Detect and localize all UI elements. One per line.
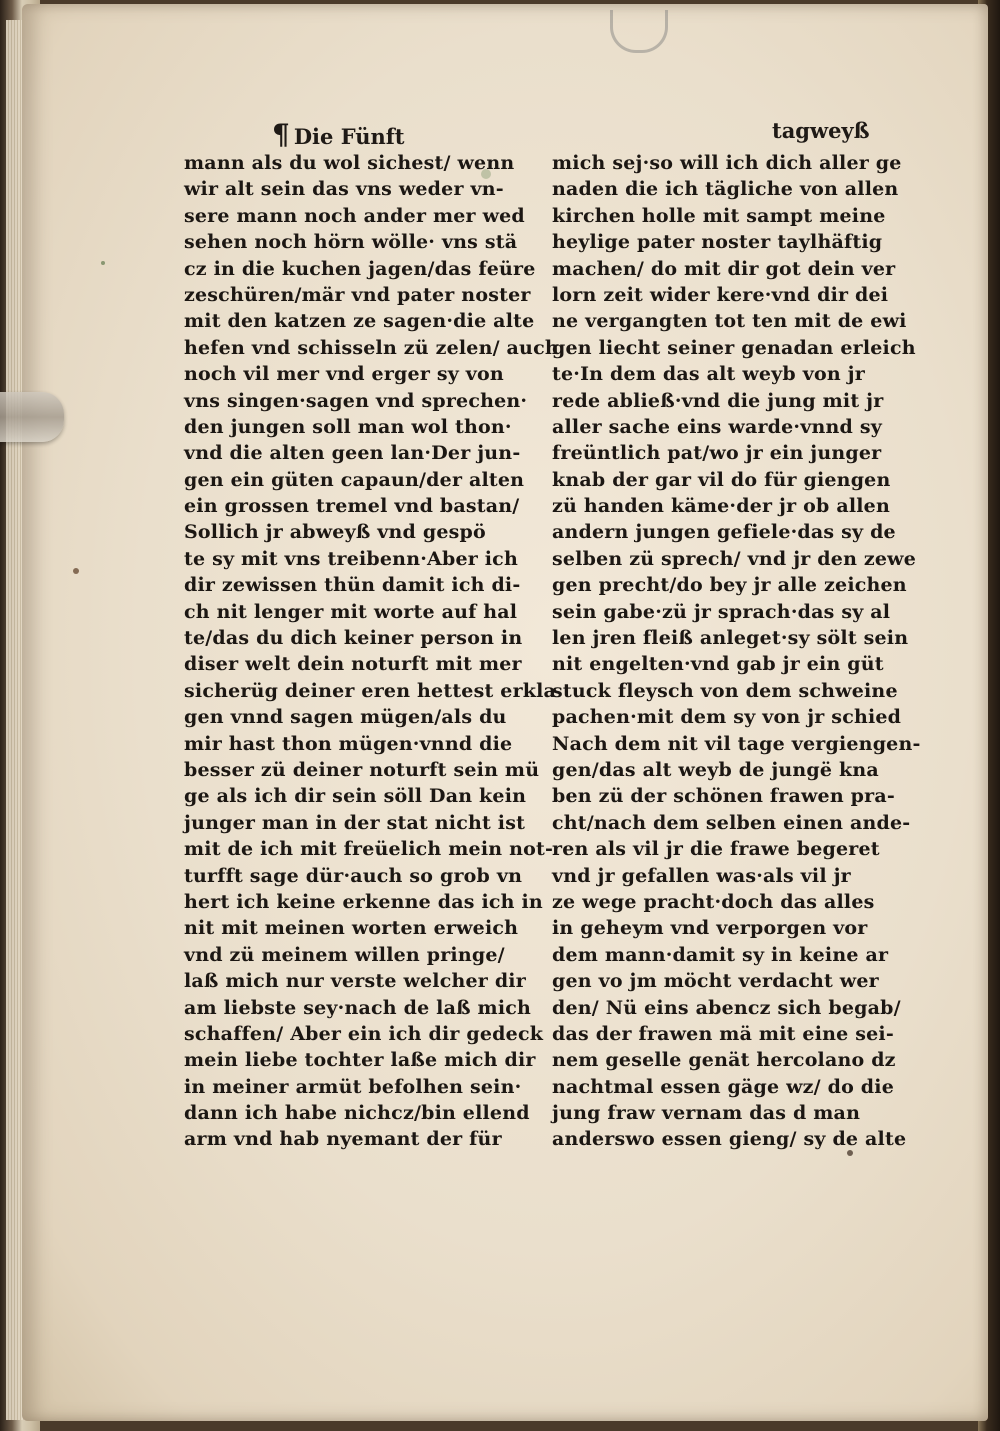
text-line: knab der gar vil do für giengen [552, 468, 891, 491]
text-line: freüntlich pat/wo jr ein junger [552, 442, 882, 465]
text-line: len jren fleiß anleget·sy sölt sein [552, 627, 909, 650]
text-line: ren als vil jr die frawe begeret [552, 838, 880, 861]
running-header-right: tagweyß [772, 118, 870, 143]
text-line: zü handen käme·der jr ob allen [552, 495, 890, 518]
text-line: te/das du dich keiner person in [184, 627, 523, 650]
text-line: den jungen soll man wol thon· [184, 415, 512, 438]
text-line: nit engelten·vnd gab jr ein güt [552, 653, 884, 676]
text-line: mit de ich mit freüelich mein not- [184, 838, 554, 861]
text-line: in meiner armüt befolhen sein· [184, 1075, 522, 1098]
text-line: nit mit meinen worten erweich [184, 917, 519, 940]
pilcrow-icon: ¶ [272, 118, 290, 151]
text-line: laß mich nur verste welcher dir [184, 970, 526, 993]
text-line: sehen noch hörn wölle· vns stä [184, 231, 518, 254]
text-line: stuck fleysch von dem schweine [552, 679, 898, 702]
text-line: zeschüren/mär vnd pater noster [184, 283, 531, 306]
text-line: anderswo essen gieng/ sy de alte [552, 1128, 907, 1151]
text-line: am liebste sey·nach de laß mich [184, 996, 532, 1019]
text-line: ein grossen tremel vnd bastan/ [184, 495, 520, 518]
text-line: sein gabe·zü jr sprach·das sy al [552, 600, 891, 623]
text-column-right [552, 150, 921, 1153]
text-line: mich sej·so will ich dich aller ge [552, 152, 902, 174]
text-line: den/ Nü eins abencz sich begab/ [552, 996, 901, 1019]
text-column-left [184, 150, 559, 1153]
text-line: pachen·mit dem sy von jr schied [552, 706, 902, 729]
text-line: te·In dem das alt weyb von jr [552, 363, 865, 386]
text-line: vnd jr gefallen was·als vil jr [552, 864, 851, 887]
text-line: wir alt sein das vns weder vn- [184, 178, 504, 201]
text-line: hert ich keine erkenne das ich in [184, 890, 543, 913]
text-line: sere mann noch ander mer wed [184, 204, 525, 227]
text-line: vnd die alten geen lan·Der jun- [184, 442, 521, 465]
text-line: dann ich habe nichcz/bin ellend [184, 1102, 530, 1125]
text-line: arm vnd hab nyemant der für [184, 1128, 502, 1151]
text-line: gen vo jm möcht verdacht wer [552, 970, 879, 993]
text-line: mein liebe tochter laße mich dir [184, 1049, 536, 1072]
text-line: heylige pater noster taylhäftig [552, 231, 883, 254]
text-line: sicherüg deiner eren hettest erkla [184, 679, 557, 702]
text-line: cht/nach dem selben einen ande- [552, 811, 911, 834]
text-line: lorn zeit wider kere·vnd dir dei [552, 283, 889, 306]
text-line: dem mann·damit sy in keine ar [552, 943, 889, 966]
text-line: jung fraw vernam das d man [552, 1102, 861, 1125]
text-line: aller sache eins warde·vnnd sy [552, 415, 882, 438]
text-line: gen liecht seiner genadan erleich [552, 336, 916, 359]
text-line: vnd zü meinem willen pringe/ [184, 943, 505, 966]
text-line: diser welt dein noturft mit mer [184, 653, 522, 676]
text-line: nachtmal essen gäge wz/ do die [552, 1075, 894, 1098]
text-line: te sy mit vns treibenn·Aber ich [184, 547, 518, 570]
text-line: Nach dem nit vil tage vergiengen- [552, 732, 921, 755]
text-line: kirchen holle mit sampt meine [552, 204, 886, 227]
text-line: mann als du wol sichest/ wenn [184, 152, 515, 174]
text-line: rede abließ·vnd die jung mit jr [552, 389, 884, 412]
text-line: mit den katzen ze sagen·die alte [184, 310, 535, 333]
text-line: ze wege pracht·doch das alles [552, 890, 875, 913]
text-line: hefen vnd schisseln zü zelen/ auch [184, 336, 559, 359]
text-line: andern jungen gefiele·das sy de [552, 521, 896, 544]
text-line: naden die ich tägliche von allen [552, 178, 899, 201]
text-line: schaffen/ Aber ein ich dir gedeck [184, 1022, 544, 1045]
text-line: gen precht/do bey jr alle zeichen [552, 574, 907, 597]
text-line: gen vnnd sagen mügen/als du [184, 706, 507, 729]
text-line: ch nit lenger mit worte auf hal [184, 600, 518, 623]
text-line: ne vergangten tot ten mit de ewi [552, 310, 907, 333]
text-line: ben zü der schönen frawen pra- [552, 785, 895, 808]
text-line: in geheym vnd verporgen vor [552, 917, 868, 940]
text-line: gen ein güten capaun/der alten [184, 468, 525, 491]
text-line: dir zewissen thün damit ich di- [184, 574, 521, 597]
text-line: vns singen·sagen vnd sprechen· [184, 389, 528, 412]
text-line: mir hast thon mügen·vnnd die [184, 732, 513, 755]
text-line: ge als ich dir sein söll Dan kein [184, 785, 527, 808]
text-line: turfft sage dür·auch so grob vn [184, 864, 523, 887]
text-line: junger man in der stat nicht ist [184, 811, 526, 834]
text-line: cz in die kuchen jagen/das feüre [184, 257, 536, 280]
running-header-left-text: Die Fünft [293, 124, 405, 149]
text-line: nem geselle genät hercolano dz [552, 1049, 896, 1072]
text-line: Sollich jr abweyß vnd gespö [184, 521, 486, 544]
text-line: noch vil mer vnd erger sy von [184, 363, 504, 386]
running-header-left [272, 118, 405, 151]
page-clip-tab [0, 392, 64, 442]
text-line: selben zü sprech/ vnd jr den zewe [552, 547, 917, 570]
text-line: das der frawen mä mit eine sei- [552, 1022, 894, 1045]
text-line: machen/ do mit dir got dein ver [552, 257, 896, 280]
text-line: gen/das alt weyb de jungë kna [552, 758, 879, 781]
text-line: besser zü deiner noturft sein mü [184, 758, 540, 781]
